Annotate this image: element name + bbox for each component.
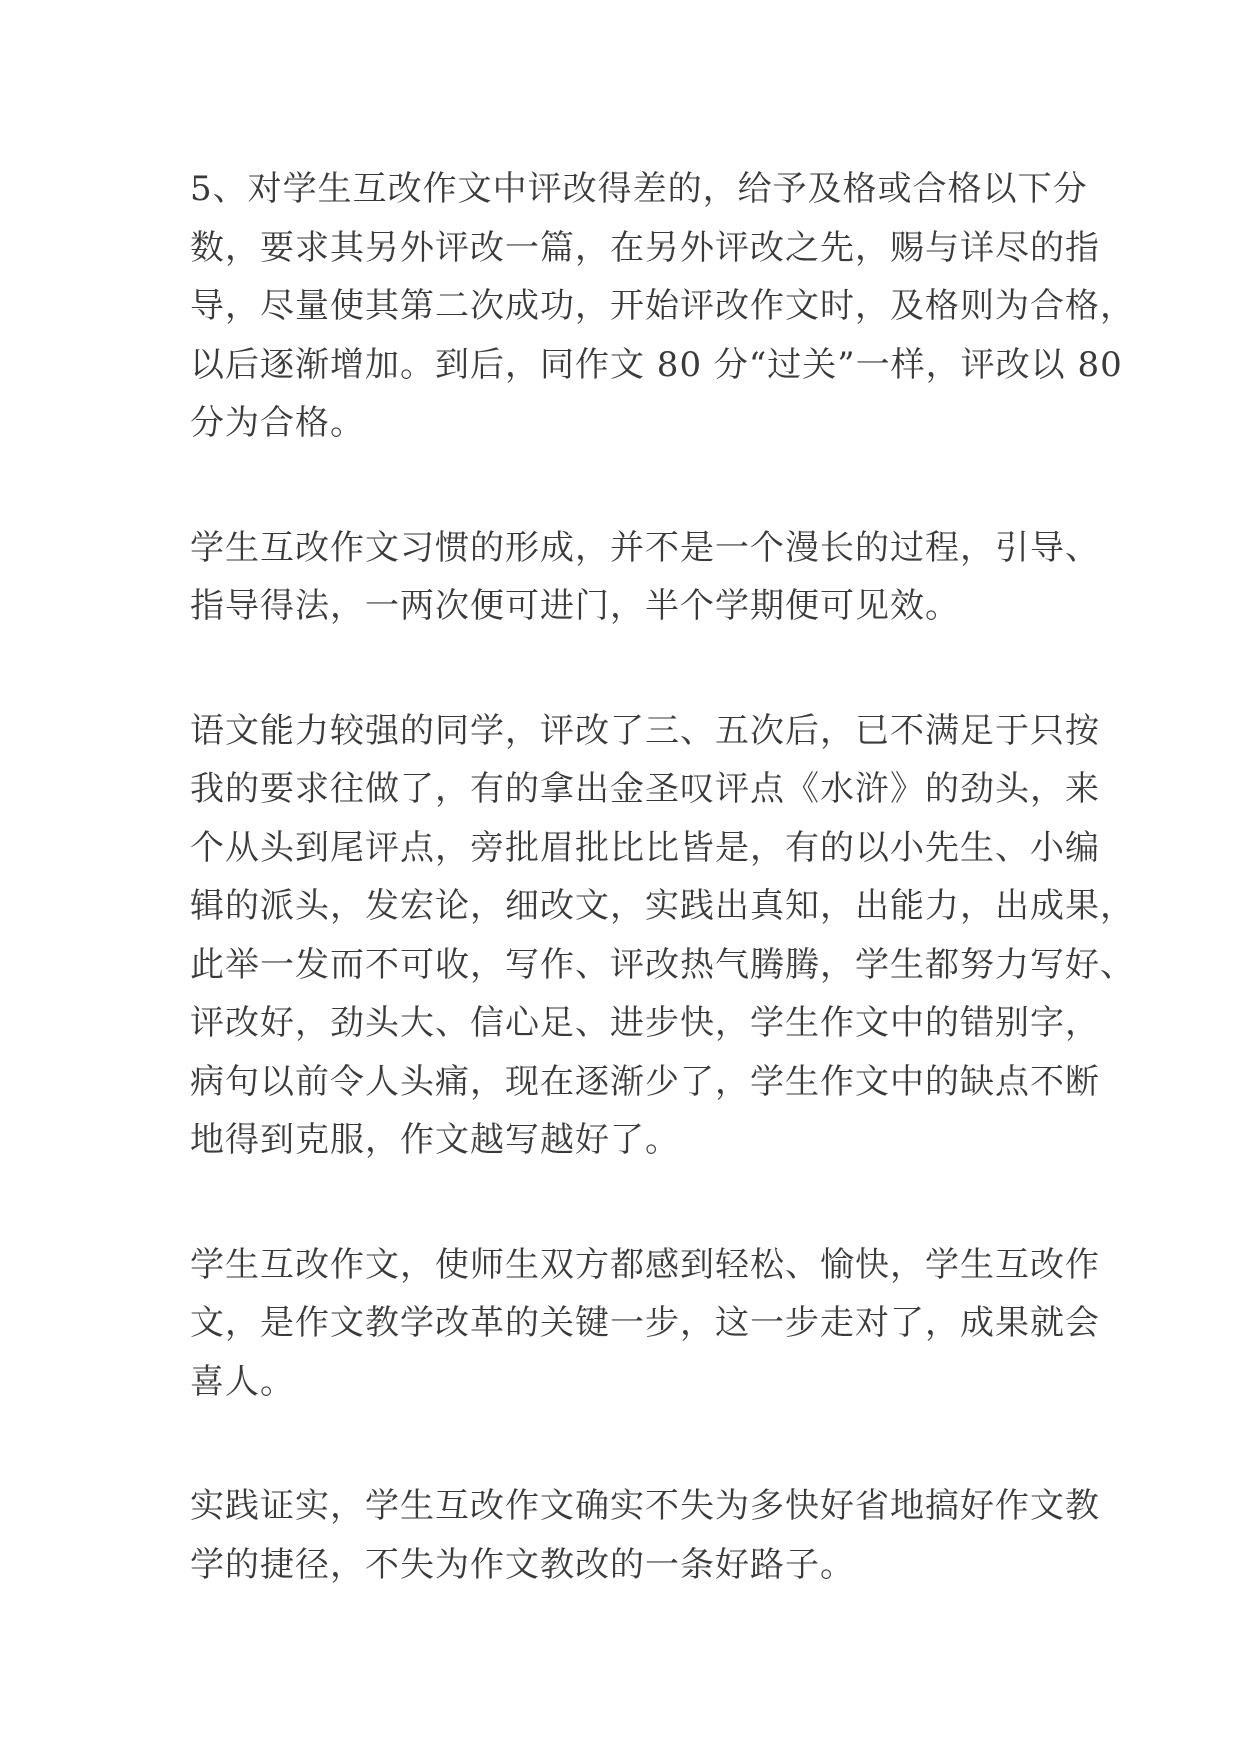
text-line: 评改好，劲头大、信心足、进步快，学生作文中的错别字， bbox=[190, 1003, 1100, 1043]
paragraph-5 bbox=[190, 1477, 1100, 1594]
text-line: 病句以前令人头痛，现在逐渐少了，学生作文中的缺点不断 bbox=[190, 1061, 1100, 1102]
text-line: 语文能力较强的同学，评改了三、五次后，已不满足于只按 bbox=[190, 710, 1100, 751]
text-line: 文，是作文教学改革的关键一步，这一步走对了，成果就会 bbox=[190, 1303, 1100, 1343]
text-line: 个从头到尾评点，旁批眉批比比皆是，有的以小先生、小编 bbox=[190, 827, 1100, 868]
paragraph-4 bbox=[190, 1236, 1100, 1412]
text-line: 地得到克服，作文越写越好了。 bbox=[190, 1120, 680, 1160]
text-line: 学的捷径，不失为作文教改的一条好路子。 bbox=[190, 1544, 855, 1585]
text-line: 辑的派头，发宏论，细改文，实践出真知，出能力，出成果， bbox=[190, 886, 1135, 926]
text-line: 数，要求其另外评改一篇，在另外评改之先，赐与详尽的指 bbox=[190, 227, 1100, 268]
paragraph-2 bbox=[190, 519, 1100, 636]
text-line: 实践证实，学生互改作文确实不失为多快好省地搞好作文教 bbox=[190, 1486, 1100, 1526]
paragraph-1 bbox=[190, 160, 1135, 453]
text-line: 学生互改作文习惯的形成，并不是一个漫长的过程，引导、 bbox=[190, 527, 1100, 568]
paragraph-3 bbox=[190, 702, 1135, 1170]
text-line: 导，尽量使其第二次成功，开始评改作文时，及格则为合格， bbox=[190, 286, 1135, 326]
text-line: 5、对学生互改作文中评改得差的，给予及格或合格以下分 bbox=[190, 169, 1088, 209]
text-line: 指导得法，一两次便可进门，半个学期便可见效。 bbox=[190, 586, 960, 626]
text-line: 我的要求往做了，有的拿出金圣叹评点《水浒》的劲头，来 bbox=[190, 769, 1100, 809]
text-line: 此举一发而不可收，写作、评改热气腾腾，学生都努力写好、 bbox=[190, 944, 1135, 985]
text-line: 学生互改作文，使师生双方都感到轻松、愉快，学生互改作 bbox=[190, 1244, 1100, 1285]
text-line: 以后逐渐增加。到后，同作文 80 分“过关”一样，评改以 80 bbox=[190, 344, 1123, 385]
text-line: 喜人。 bbox=[190, 1361, 295, 1402]
text-line: 分为合格。 bbox=[190, 403, 365, 443]
document-body bbox=[190, 160, 1135, 1660]
